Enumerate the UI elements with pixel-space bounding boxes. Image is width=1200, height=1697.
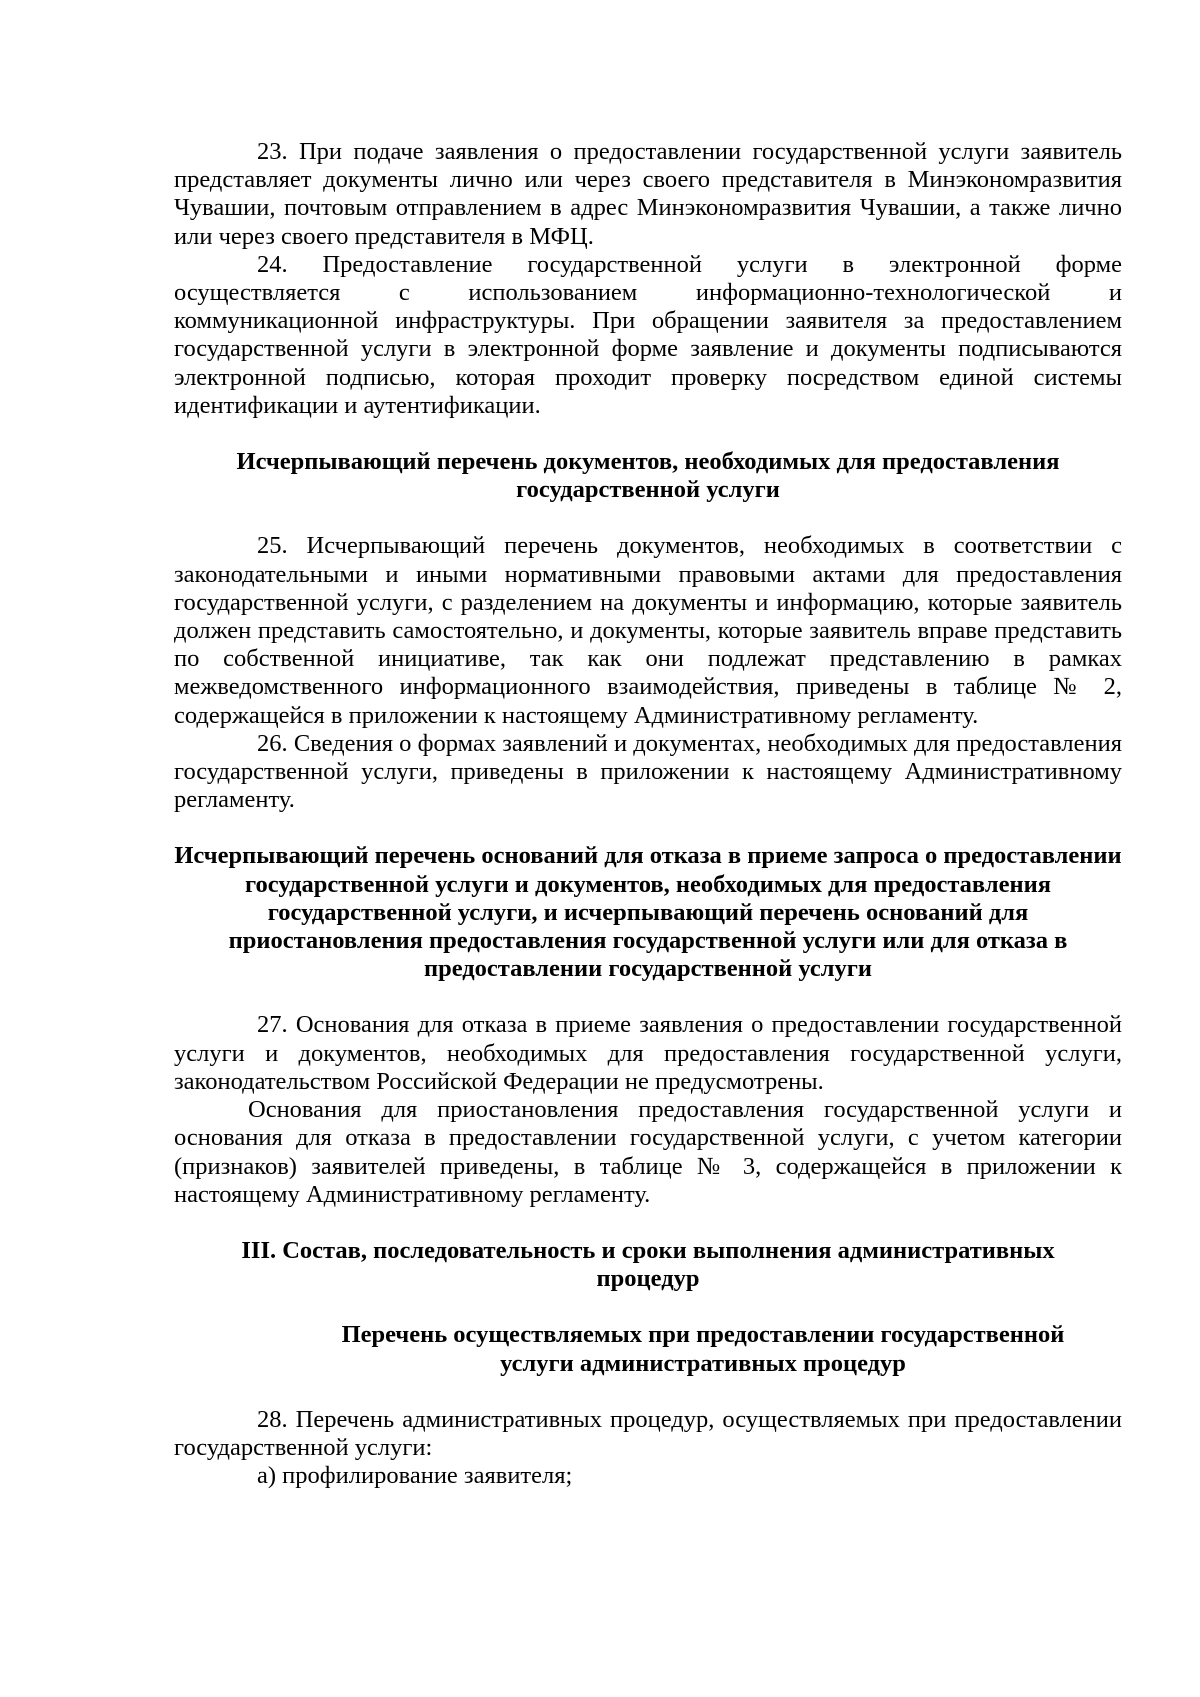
paragraph-28: 28. Перечень административных процедур, осуществляемых при предоставлении государственной услуги: [174,1405,1122,1461]
document-page [174,138,1122,1490]
heading-procedures-list: Перечень осуществляемых при предоставлении государственной услуги административных процедур [341,1321,1065,1377]
paragraph-24: 24. Предоставление государственной услуги в электронной форме осуществляется с использованием информационно-технологической и коммуникационной инфраструктуры. При обращении заявителя за предоставлением государственной услуги в электронной форме заявление и документы подписываются электронной подписью, которая проходит проверку посредством единой системы идентификации и аутентификации. [174,250,1122,419]
paragraph-26: 26. Сведения о формах заявлений и документах, необходимых для предоставления государственной услуги, приведены в приложении к настоящему Административному регламенту. [174,729,1122,814]
heading-section-3: III. Состав, последовательность и сроки выполнения административных процедур [241,1236,1055,1293]
heading-refusal-grounds: Исчерпывающий перечень оснований для отказа в приеме запроса о предоставлении государственной услуги и документов, необходимых для предоставления государственной услуги, и исчерпывающий перечень оснований для приостановления предоставления государственной услуги или для отказа в предоставлении государственной услуги [174,842,1122,983]
paragraph-23: 23. При подаче заявления о предоставлении государственной услуги заявитель представляет документы лично или через своего представителя в Минэкономразвития Чувашии, почтовым отправлением в адрес Минэкономразвития Чувашии, а также лично или через своего представителя в МФЦ. [174,138,1122,250]
heading-documents-list: Исчерпывающий перечень документов, необходимых для предоставления государственной услуги [236,448,1060,504]
paragraph-27-suspension: Основания для приостановления предоставления государственной услуги и основания для отказа в предоставлении государственной услуги, с учетом категории (признаков) заявителей приведены, в таблице № 3, содержащейся в приложении к настоящему Административному регламенту. [174,1096,1122,1208]
paragraph-27: 27. Основания для отказа в приеме заявления о предоставлении государственной услуги и документов, необходимых для предоставления государственной услуги, законодательством Российской Федерации не предусмотрены. [174,1011,1122,1095]
list-item-a: а) профилирование заявителя; [257,1462,573,1490]
paragraph-25: 25. Исчерпывающий перечень документов, необходимых в соответствии с законодательными и иными нормативными правовыми актами для предоставления государственной услуги, с разделением на документы и информацию, которые заявитель должен представить самостоятельно, и документы, которые заявитель вправе представить по собственной инициативе, так как они подлежат представлению в рамках межведомственного информационного взаимодействия, приведены в таблице № 2, содержащейся в приложении к настоящему Административному регламенту. [174,532,1122,729]
